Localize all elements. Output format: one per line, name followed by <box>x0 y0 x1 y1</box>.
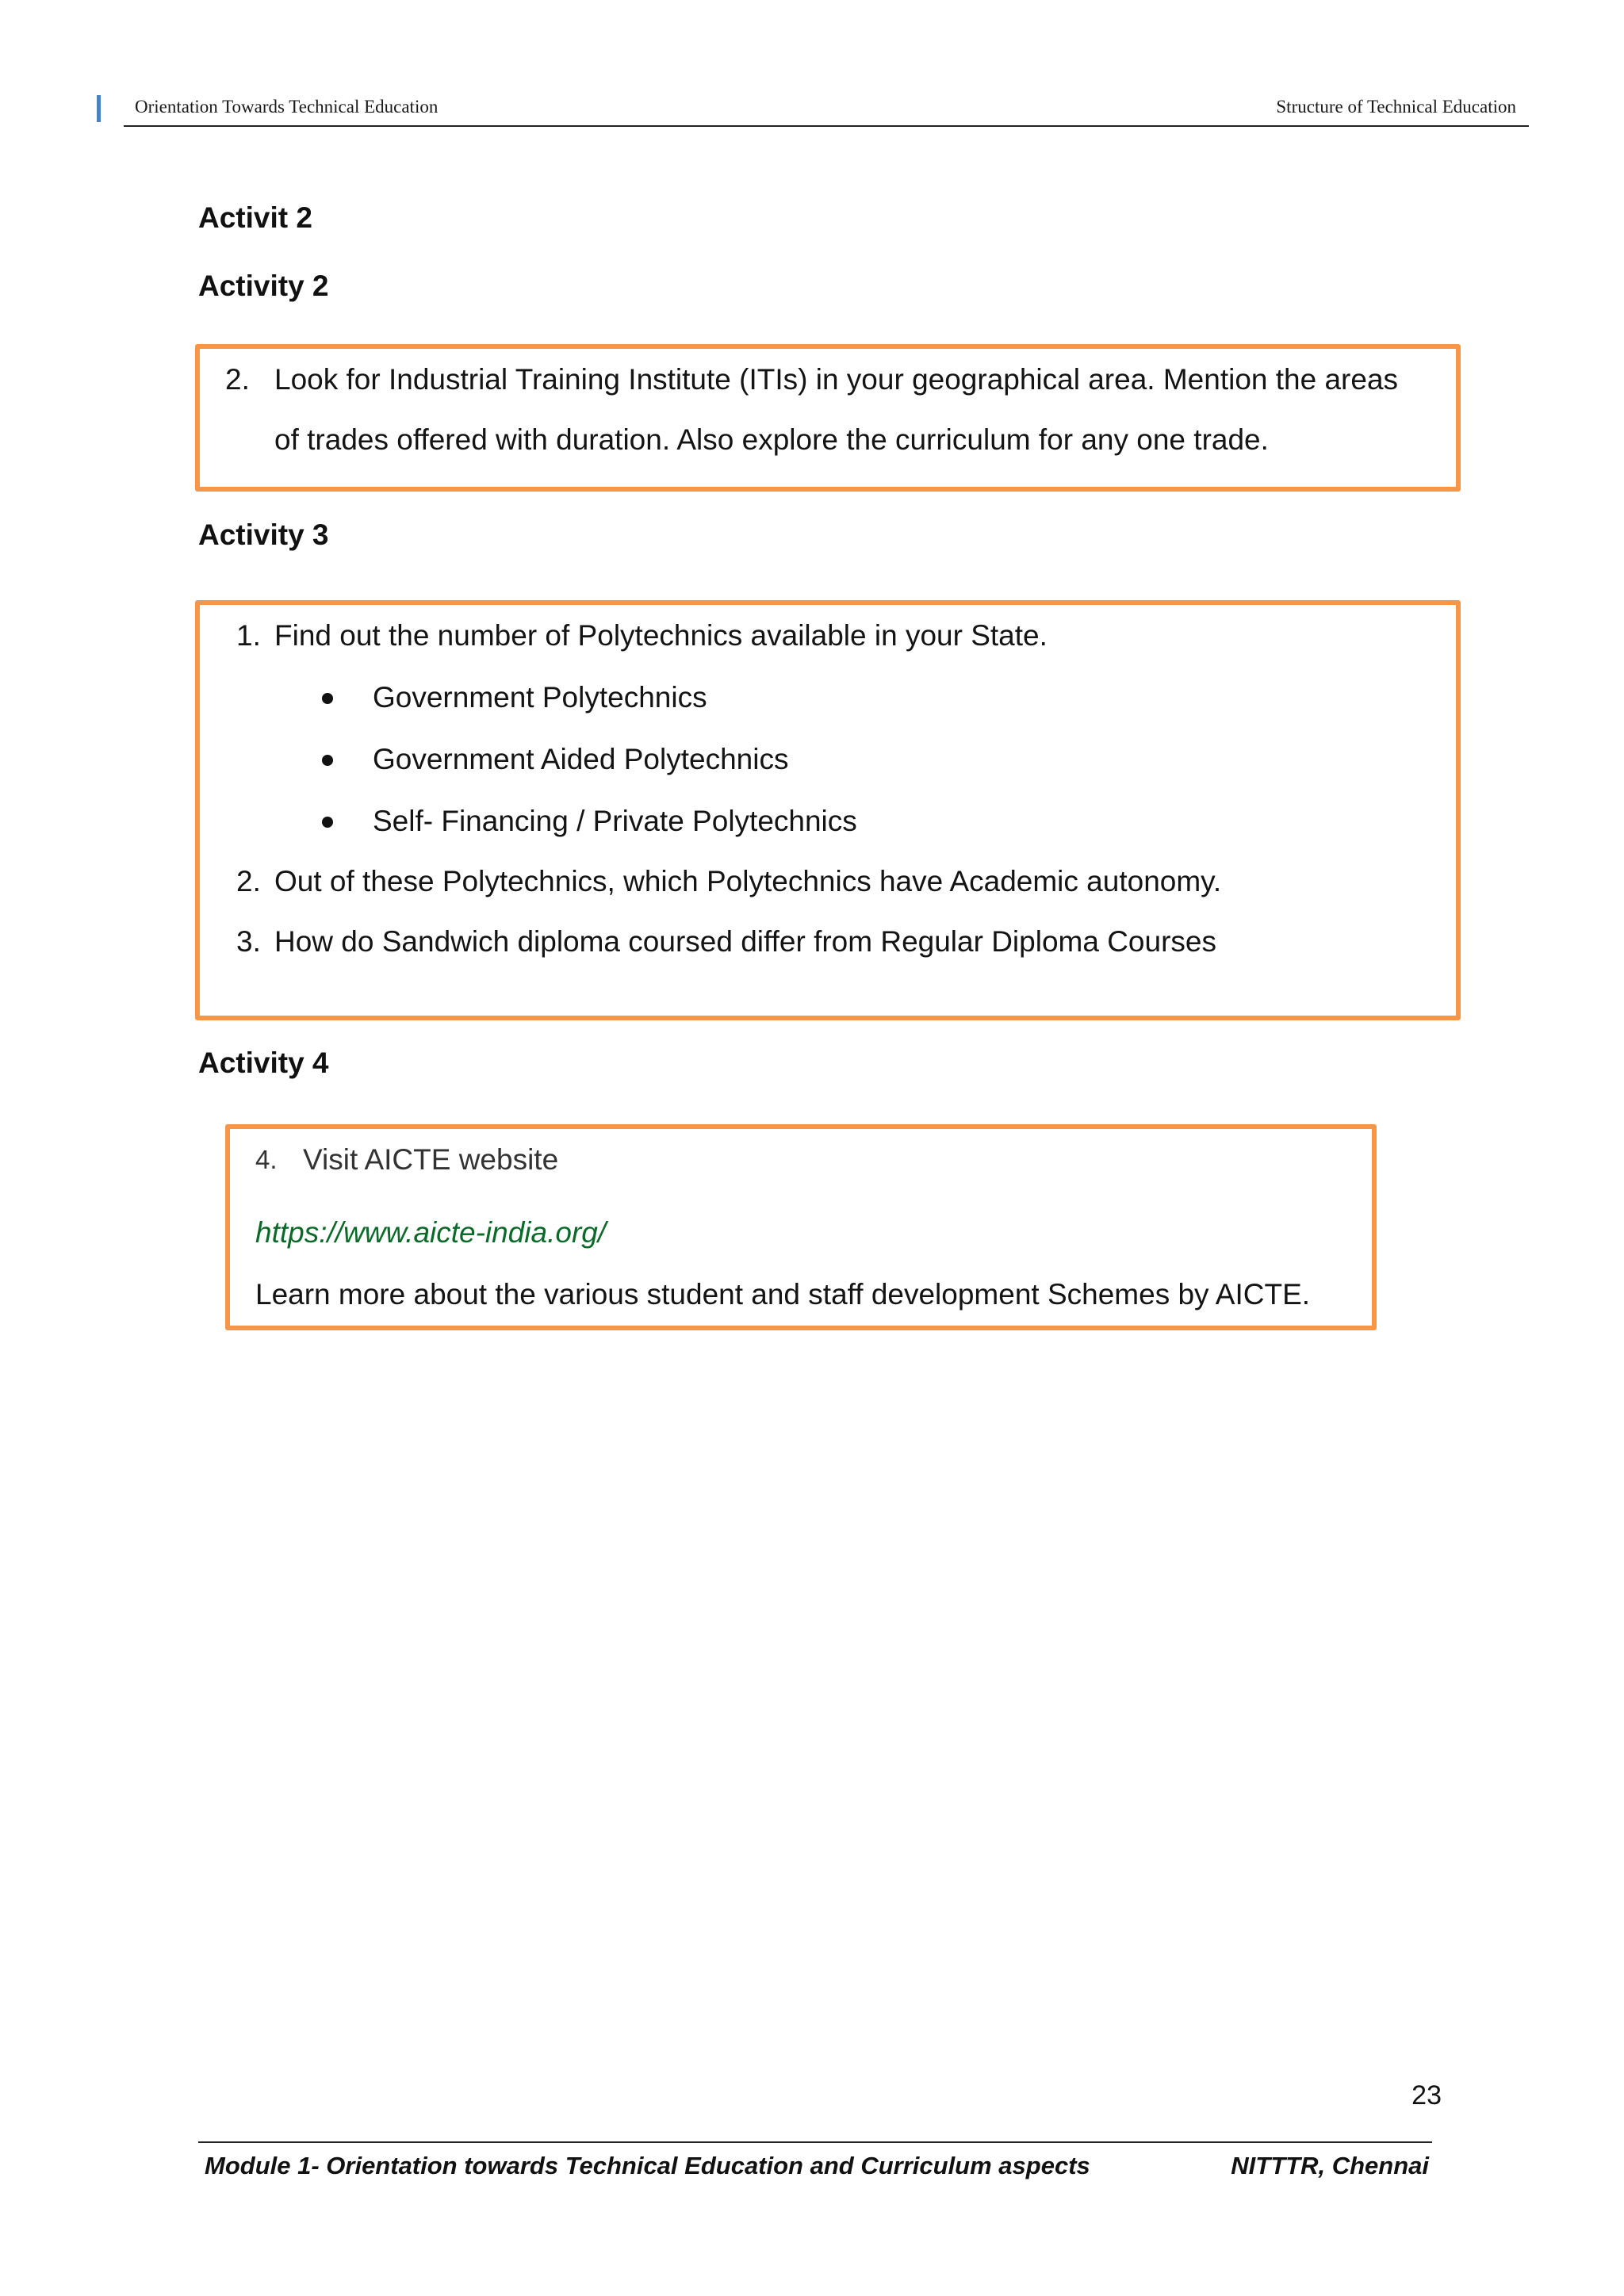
heading-activity-3: Activity 3 <box>198 519 329 551</box>
activity-4-box <box>225 1124 1377 1330</box>
activity-3-box <box>195 600 1461 1020</box>
activity-4-text: Learn more about the various student and staff development Schemes by AICTE. <box>255 1278 1311 1311</box>
footer-module-title: Module 1- Orientation towards Technical Education and Curriculum aspects <box>205 2152 1090 2179</box>
activity-3-item-1: Find out the number of Polytechnics available in your State. <box>274 619 1048 652</box>
activity-4-title: Visit AICTE website <box>303 1143 559 1176</box>
activity-4-item-number: 4. <box>255 1145 278 1174</box>
page-number: 23 <box>1411 2080 1442 2110</box>
header-left-title: Orientation Towards Technical Education <box>135 97 439 117</box>
bullet-icon <box>322 755 333 766</box>
activity-3-bullet-3: Self- Financing / Private Polytechnics <box>373 805 857 837</box>
activity-3-bullet-2: Government Aided Polytechnics <box>373 743 789 775</box>
aicte-website-link[interactable]: https://www.aicte-india.org/ <box>255 1216 607 1249</box>
activity-2-item-number: 2. <box>225 363 250 396</box>
activity-2-line-1: Look for Industrial Training Institute (ITIs) in your geographical area. Mention the areas <box>274 363 1399 396</box>
footer-rule <box>198 2141 1432 2143</box>
bullet-icon <box>322 817 333 828</box>
heading-activit-2: Activit 2 <box>198 201 312 234</box>
activity-3-item-3-number: 3. <box>236 925 261 958</box>
bullet-icon <box>322 693 333 704</box>
header-accent-bar <box>97 95 101 122</box>
activity-3-item-1-number: 1. <box>236 619 261 652</box>
activity-3-bullet-1: Government Polytechnics <box>373 681 707 714</box>
activity-3-item-2: Out of these Polytechnics, which Polytechnics have Academic autonomy. <box>274 865 1222 897</box>
heading-activity-4: Activity 4 <box>198 1047 329 1079</box>
activity-3-item-3: How do Sandwich diploma coursed differ from Regular Diploma Courses <box>274 925 1216 958</box>
header-right-title: Structure of Technical Education <box>1276 97 1516 117</box>
activity-3-item-2-number: 2. <box>236 865 261 897</box>
footer-institution: NITTTR, Chennai <box>1231 2152 1429 2179</box>
activity-2-box <box>195 344 1461 492</box>
heading-activity-2: Activity 2 <box>198 270 329 302</box>
activity-2-line-2: of trades offered with duration. Also explore the curriculum for any one trade. <box>274 423 1269 456</box>
header-rule <box>124 125 1529 127</box>
